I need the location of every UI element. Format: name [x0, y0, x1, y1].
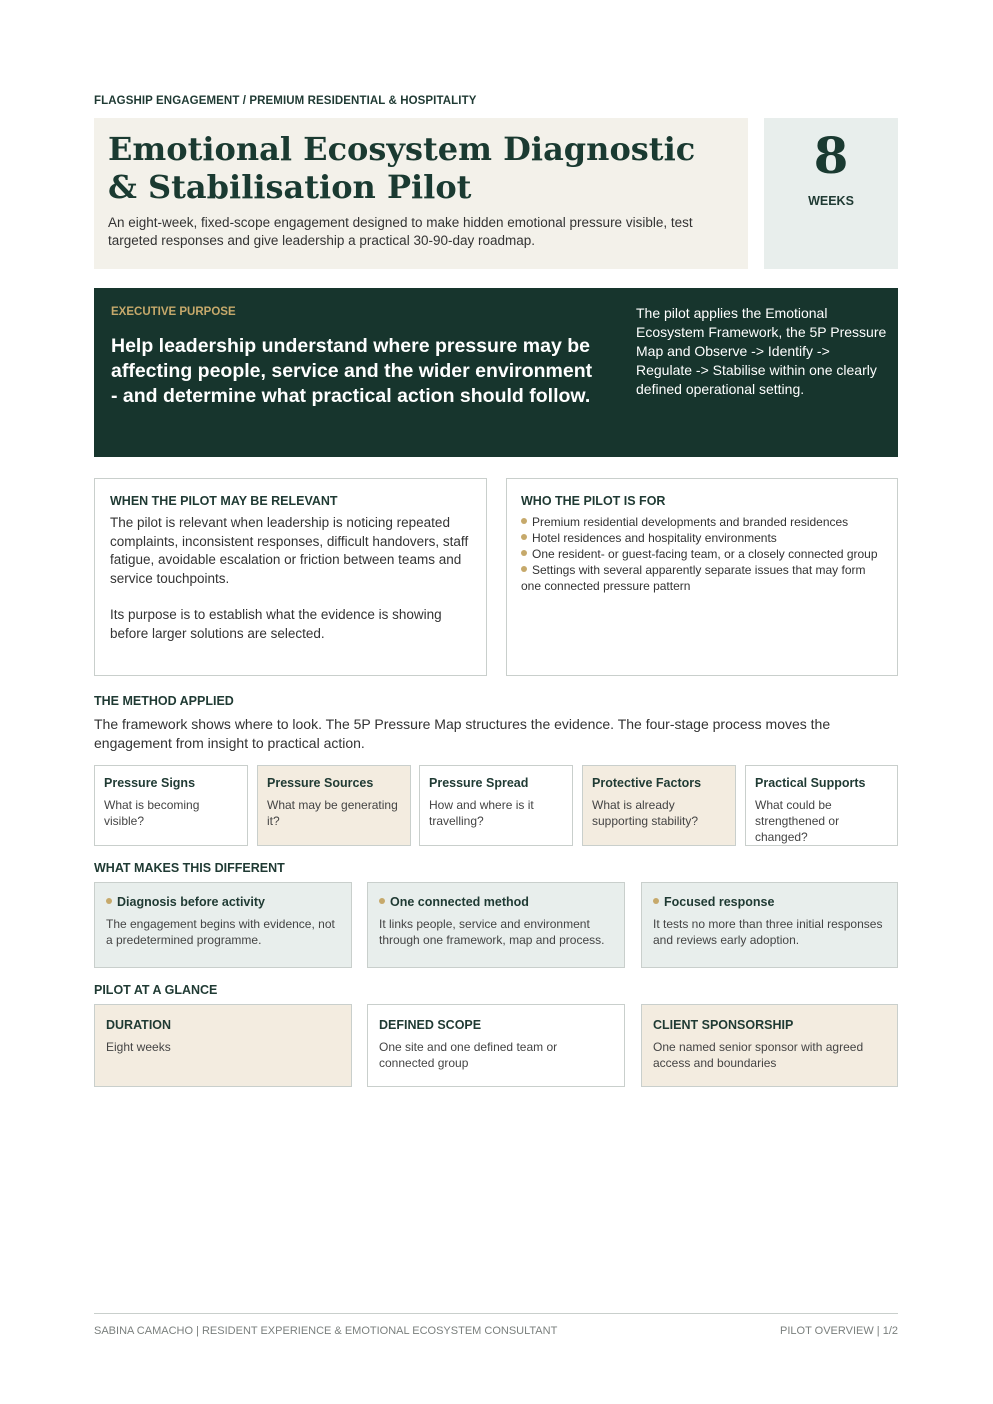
- differentiator-title: One connected method: [379, 895, 613, 909]
- pressure-card: [257, 765, 411, 846]
- relevance-paragraph: Its purpose is to establish what the evidence is showing before larger solutions are selected.: [110, 607, 442, 641]
- method-description: The framework shows where to look. The 5P Pressure Map structures the evidence. The four-stage process moves the engagement from insight to practical action.: [94, 716, 831, 751]
- differentiator-text: It links people, service and environment through one framework, map and process.: [379, 917, 605, 947]
- audience-card: [506, 478, 898, 676]
- audience-list: [521, 514, 883, 594]
- glance-card-text: One site and one defined team or connected group: [379, 1040, 558, 1070]
- duration-badge: [764, 118, 898, 269]
- bullet-dot-icon: [379, 898, 385, 904]
- duration-label: WEEKS: [808, 194, 854, 208]
- pressure-card-title: Pressure Sources: [267, 776, 374, 790]
- pressure-card-text: How and where is it travelling?: [429, 798, 534, 828]
- bullet-dot-icon: [653, 898, 659, 904]
- bullet-dot-icon: [521, 518, 527, 524]
- pressure-card: [745, 765, 898, 846]
- method-section-title: THE METHOD APPLIED: [94, 694, 234, 708]
- pressure-card-title: Practical Supports: [755, 776, 866, 790]
- glance-card-title: DURATION: [106, 1018, 172, 1032]
- differentiator-card: [641, 882, 898, 968]
- glance-card-text: Eight weeks: [106, 1040, 171, 1054]
- pressure-card: [582, 765, 736, 846]
- pressure-card-title: Protective Factors: [592, 776, 702, 790]
- pressure-card-text: What could be strengthened or changed?: [755, 798, 840, 844]
- relevance-title: WHEN THE PILOT MAY BE RELEVANT: [110, 494, 338, 508]
- pressure-card-text: What may be generating it?: [267, 798, 398, 828]
- bullet-dot-icon: [521, 550, 527, 556]
- bullet-dot-icon: [106, 898, 112, 904]
- glance-card: [367, 1004, 625, 1087]
- differentiator-card: [367, 882, 625, 968]
- glance-card-text: One named senior sponsor with agreed access and boundaries: [653, 1040, 864, 1070]
- bullet-dot-icon: [521, 534, 527, 540]
- pressure-card: [94, 765, 248, 846]
- pressure-card-title: Pressure Signs: [104, 776, 196, 790]
- differentiator-text: The engagement begins with evidence, not a predetermined programme.: [106, 917, 335, 947]
- differentiator-title: Diagnosis before activity: [106, 895, 340, 909]
- page-subtitle: An eight-week, fixed-scope engagement designed to make hidden emotional pressure visible, test targeted responses and give leadership a practical 30-90-day roadmap.: [108, 215, 693, 248]
- different-section-title: WHAT MAKES THIS DIFFERENT: [94, 861, 285, 875]
- audience-title: WHO THE PILOT IS FOR: [521, 494, 666, 508]
- pressure-card-title: Pressure Spread: [429, 776, 529, 790]
- list-item: Hotel residences and hospitality environments: [521, 530, 883, 546]
- duration-number: 8: [813, 126, 849, 185]
- glance-card-title: DEFINED SCOPE: [379, 1018, 482, 1032]
- hero-panel: [94, 118, 748, 269]
- page-title: Emotional Ecosystem Diagnostic & Stabilisation Pilot: [108, 130, 696, 206]
- executive-eyebrow: EXECUTIVE PURPOSE: [111, 306, 236, 318]
- footer-author: SABINA CAMACHO | RESIDENT EXPERIENCE & EMOTIONAL ECOSYSTEM CONSULTANT: [94, 1325, 558, 1337]
- differentiator-title: Focused response: [653, 895, 886, 909]
- list-item: Premium residential developments and branded residences: [521, 514, 883, 530]
- relevance-paragraph: The pilot is relevant when leadership is noticing repeated complaints, inconsistent responses, difficult handovers, staff fatigue, avoidable escalation or friction between teams and service touchpoints.: [110, 515, 469, 586]
- glance-card: [641, 1004, 898, 1087]
- executive-headline: Help leadership understand where pressure may be affecting people, service and the wider environment - and determine what practical action should follow.: [111, 335, 593, 407]
- pressure-card-text: What is already supporting stability?: [592, 798, 699, 828]
- executive-purpose-panel: [94, 288, 898, 457]
- footer-page-label: PILOT OVERVIEW | 1/2: [780, 1325, 898, 1337]
- differentiator-card: [94, 882, 352, 968]
- pressure-card-text: What is becoming visible?: [104, 798, 200, 828]
- executive-side-text: The pilot applies the Emotional Ecosystem Framework, the 5P Pressure Map and Observe -> Identify -> Regulate -> Stabilise within one clearly defined operational setting.: [636, 305, 887, 397]
- list-item: Settings with several apparently separate issues that may form one connected pressure pattern: [521, 563, 866, 593]
- pressure-card: [419, 765, 573, 846]
- footer-divider: [94, 1313, 898, 1314]
- header-kicker: FLAGSHIP ENGAGEMENT / PREMIUM RESIDENTIAL & HOSPITALITY: [94, 95, 477, 107]
- glance-section-title: PILOT AT A GLANCE: [94, 983, 218, 997]
- glance-card: [94, 1004, 352, 1087]
- relevance-card: [94, 478, 487, 676]
- differentiator-text: It tests no more than three initial responses and reviews early adoption.: [653, 917, 883, 947]
- list-item: One resident- or guest-facing team, or a closely connected group: [521, 546, 883, 562]
- bullet-dot-icon: [521, 566, 527, 572]
- glance-card-title: CLIENT SPONSORSHIP: [653, 1018, 794, 1032]
